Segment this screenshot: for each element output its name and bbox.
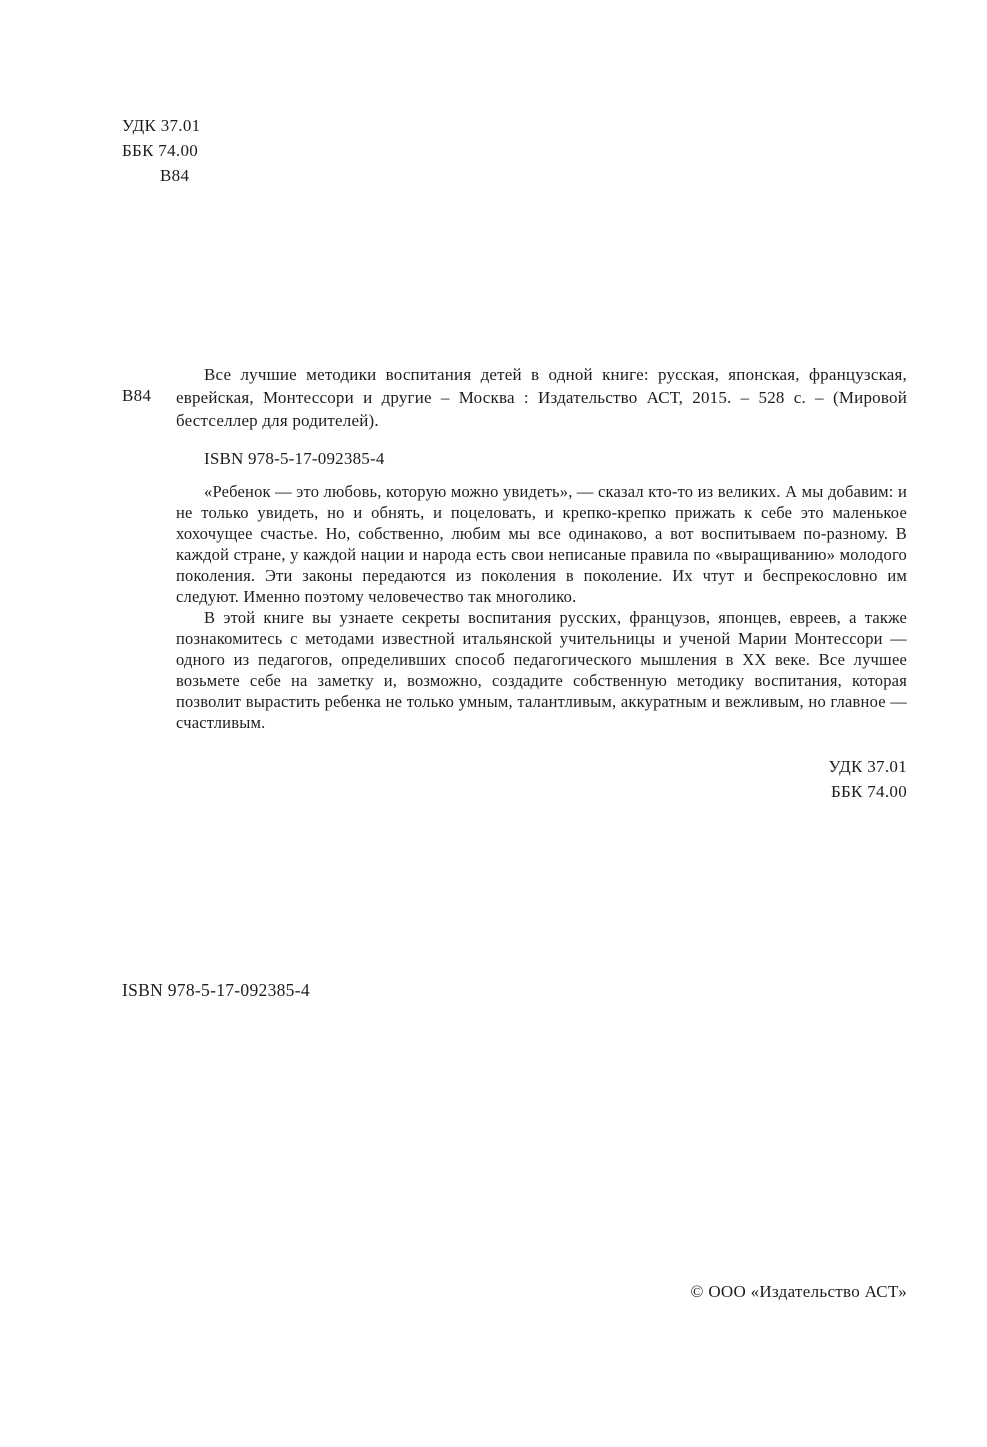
- classification-codes-top: [122, 113, 200, 188]
- author-sign-top: В84: [160, 166, 190, 185]
- annotation-paragraph-1: «Ребенок — это любовь, которую можно увидеть», — сказал кто-то из великих. А мы добавим: и не только увидеть, но и обнять, и поцеловать, и крепко-крепко прижать к себе это маленькое хохочущее счастье. Но, собственно, любим мы все одинаково, а вот воспитываем по-разному. В каждой стране, у каждой нации и народа есть свои неписаные правила по «выращиванию» молодого поколения. Эти законы передаются из поколения в поколение. Их чтут и беспрекословно им следуют. Именно поэтому человечество так многолико.: [176, 482, 907, 606]
- udk-code-bottom: УДК 37.01: [828, 757, 907, 776]
- publisher-copyright: © ООО «Издательство АСТ»: [690, 1282, 907, 1301]
- bibliographic-record: Все лучшие методики воспитания детей в одной книге: русская, японская, французская, еврейская, Монтессори и другие – Москва : Издательство АСТ, 2015. – 528 с. – (Мировой бестселлер для родителей).: [176, 365, 907, 430]
- bbk-code-top: ББК 74.00: [122, 141, 199, 160]
- text-column: [176, 363, 907, 804]
- classification-codes-bottom: [176, 754, 907, 804]
- isbn-bottom: ISBN 978-5-17-092385-4: [122, 980, 310, 1000]
- isbn-top: ISBN 978-5-17-092385-4: [204, 449, 385, 468]
- annotation-paragraph-2: В этой книге вы узнаете секреты воспитания русских, французов, японцев, евреев, а также познакомитесь с методами известной итальянской учительницы и ученой Марии Монтессори — одного из педагогов, определивших способ педагогического мышления в XX веке. Все лучшее возьмете себе на заметку и, возможно, создадите собственную методику воспитания, которая позволит вырастить ребенка не только умным, талантливым, аккуратным и вежливым, но главное — счастливым.: [176, 608, 907, 732]
- udk-code-top: УДК 37.01: [122, 116, 201, 135]
- bbk-code-bottom: ББК 74.00: [830, 782, 907, 801]
- author-sign-bib: В84: [122, 386, 152, 405]
